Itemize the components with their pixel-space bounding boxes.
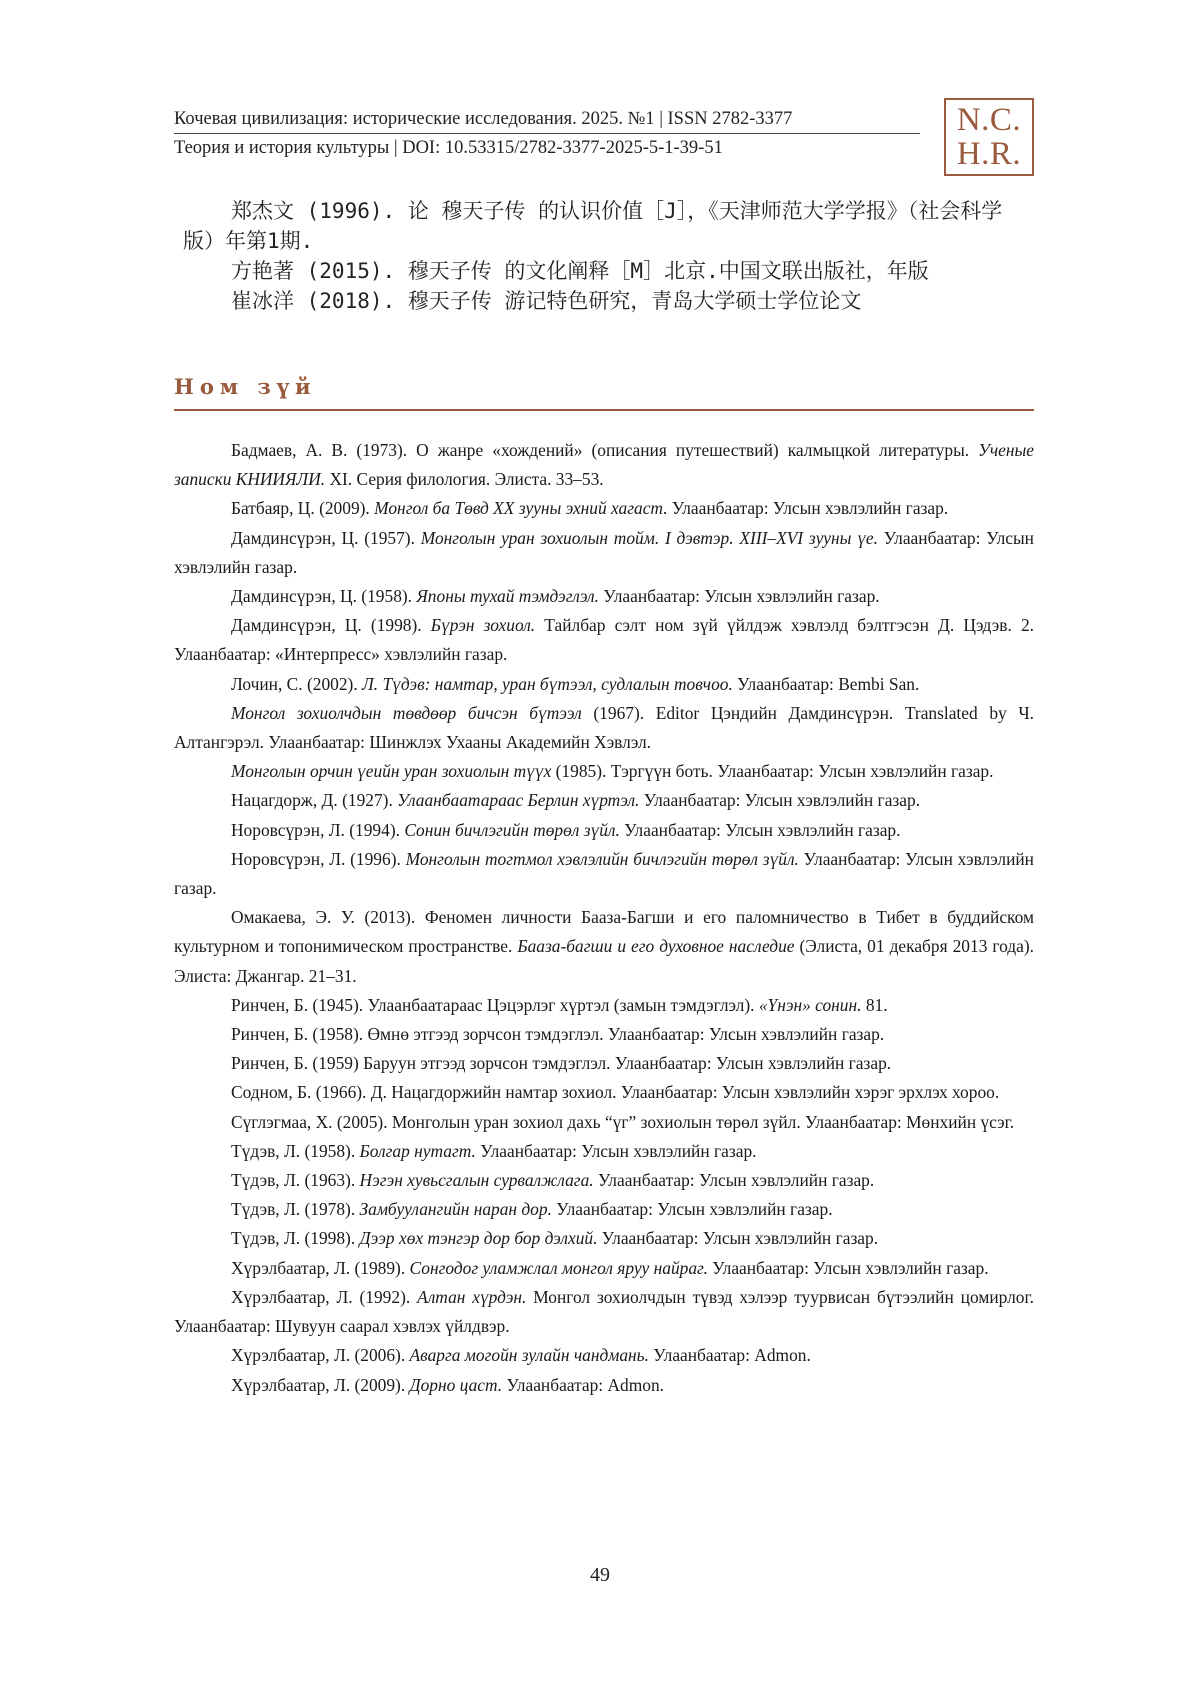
bibliography-entry	[174, 670, 1034, 699]
entry-italic-title: Японы тухай тэмдэглэл.	[416, 586, 599, 607]
entry-italic-title: Сонгодог уламжлал монгол яруу найраг.	[409, 1257, 708, 1278]
bibliography-list	[174, 436, 1034, 1400]
entry-text: Хүрэлбаатар, Л. (1989).	[231, 1257, 410, 1278]
entry-text: Ринчен, Б. (1958). Өмнө этгээд зорчсон тэмдэглэл. Улаанбаатар: Улсын хэвлэлийн газар.	[231, 1024, 885, 1045]
bibliography-entry	[174, 786, 1034, 815]
entry-text: Улаанбаатар: Улсын хэвлэлийн газар.	[551, 1199, 833, 1220]
section-title: Ном зүй	[174, 374, 1034, 411]
entry-text: Лочин, С. (2002).	[231, 673, 363, 694]
entry-text: Түдэв, Л. (1963).	[231, 1170, 360, 1191]
entry-text: Улаанбаатар: Улсын хэвлэлийн газар.	[174, 527, 1034, 577]
entry-italic-title: Замбуулангийн наран дор.	[359, 1199, 552, 1220]
entry-text: Улаанбаатар: Улсын хэвлэлийн газар.	[475, 1140, 757, 1161]
bibliography-entry	[174, 582, 1034, 611]
entry-text: Норовсүрэн, Л. (1996).	[231, 848, 406, 869]
bibliography-entry	[174, 1137, 1034, 1166]
bibliography-entry	[174, 1341, 1034, 1370]
entry-text: Улаанбаатар: Улсын хэвлэлийн газар.	[639, 790, 921, 811]
entry-text: (1967). Editor Цэндийн Дамдинсүрэн. Translated by Ч. Алтангэрэл. Улаанбаатар: Шинжлэх Ухааны Академийн Хэвлэл.	[174, 702, 1034, 753]
entry-italic-title: Монгол ба Төвд ХХ зууны эхний хагаст.	[374, 498, 668, 519]
bibliography-entry	[174, 524, 1034, 582]
doi-line: Теория и история культуры | DOI: 10.53315/2782-3377-2025-5-1-39-51	[174, 138, 723, 158]
entry-text: (Элиста, 01 декабря 2013 года). Элиста: Джангар. 21–31.	[174, 936, 1035, 986]
entry-text: Улаанбаатар: Улсын хэвлэлийн газар.	[599, 586, 880, 607]
bibliography-entry	[174, 1195, 1034, 1224]
entry-text: Улаанбаатар: Admon.	[502, 1374, 664, 1395]
entry-italic-title: Монгол зохиолчдын төвдөөр бичсэн бүтээл	[231, 702, 582, 723]
entry-text: Содном, Б. (1966). Д. Нацагдоржийн намтар зохиол. Улаанбаатар: Улсын хэвлэлийн хэрэг эрхлэх хороо.	[231, 1082, 1000, 1103]
entry-text: Түдэв, Л. (1998).	[231, 1228, 360, 1249]
entry-text: Түдэв, Л. (1958).	[231, 1140, 360, 1161]
entry-text: Улаанбаатар: Улсын хэвлэлийн газар.	[667, 498, 949, 519]
entry-italic-title: «Үнэн» сонин.	[758, 994, 862, 1015]
entry-text: Улаанбаатар: Bembi San.	[732, 673, 920, 694]
logo-bottom-text: H.R.	[956, 136, 1022, 172]
running-header	[174, 106, 920, 161]
entry-text: Монгол зохиолчдын түвэд хэлээр туурвисан бүтээлийн цомирлог. Улаанбаатар: Шувуун саарал хэвлэх үйлдвэр.	[174, 1286, 1034, 1337]
bibliography-entry	[174, 1371, 1034, 1400]
bibliography-entry	[174, 1049, 1034, 1078]
entry-text: Улаанбаатар: Улсын хэвлэлийн газар.	[707, 1257, 989, 1278]
entry-italic-title: Монголын уран зохиолын тойм. I дэвтэр. XIII–XVI зууны үе.	[420, 527, 878, 548]
entry-text: Ринчен, Б. (1945). Улаанбаатараас Цэцэрлэг хүртэл (замын тэмдэглэл).	[231, 994, 759, 1015]
chinese-ref: 崔冰洋 (2018). 穆天子传 游记特色研究，青岛大学硕士学位论文	[231, 289, 862, 313]
bibliography-entry	[174, 1078, 1034, 1107]
entry-text: 81.	[861, 994, 888, 1015]
bibliography-entry	[174, 816, 1034, 845]
entry-text: Бадмаев, А. В. (1973). О жанре «хождений» (описания путешествий) калмыцкой литературы.	[231, 440, 979, 460]
entry-italic-title: Дорно цаст.	[409, 1374, 503, 1395]
entry-italic-title: Сонин бичлэгийн төрөл зүйл.	[404, 819, 620, 840]
entry-italic-title: Дээр хөх тэнгэр дор бор дэлхий.	[359, 1228, 598, 1249]
bibliography-entry	[174, 845, 1034, 903]
entry-text: Ринчен, Б. (1959) Баруун этгээд зорчсон тэмдэглэл. Улаанбаатар: Улсын хэвлэлийн газар.	[231, 1053, 892, 1074]
entry-italic-title: Ученые записки КНИИЯЛИ.	[174, 440, 1034, 490]
entry-text: Тайлбар сэлт ном зүй үйлдэж хэвлэлд бэлтгэсэн Д. Цэдэв. 2. Улаанбаатар: «Интерпресс» хэвлэлийн газар.	[174, 615, 1035, 665]
entry-text: Хүрэлбаатар, Л. (2006).	[231, 1345, 410, 1366]
chinese-references	[183, 196, 1033, 316]
bibliography-entry	[174, 1020, 1034, 1049]
entry-text: Норовсүрэн, Л. (1994).	[231, 819, 405, 840]
entry-italic-title: Монголын тогтмол хэвлэлийн бичлэгийн төрөл зүйл.	[405, 848, 799, 869]
journal-title-line: Кочевая цивилизация: исторические исследования. 2025. №1 | ISSN 2782-3377	[174, 106, 920, 134]
entry-text: Омакаева, Э. У. (2013). Феномен личности Бааза-Багши и его паломничество в Тибет в буддийском культурном и топонимическом пространстве.	[174, 907, 1034, 957]
entry-text: Батбаяр, Ц. (2009).	[231, 498, 375, 519]
entry-text: Дамдинсүрэн, Ц. (1958).	[231, 586, 417, 607]
entry-text: Сүглэгмаа, Х. (2005). Монголын уран зохиол дахь “үг” зохиолын төрөл зүйл. Улаанбаатар: Мөнхийн үсэг.	[231, 1111, 1015, 1132]
bibliography-entry	[174, 1254, 1034, 1283]
bibliography-entry	[174, 436, 1034, 494]
journal-logo	[944, 98, 1034, 176]
entry-italic-title: Болгар нутагт.	[359, 1140, 476, 1161]
bibliography-entry	[174, 1224, 1034, 1253]
entry-italic-title: Монголын орчин үеийн уран зохиолын түүх	[231, 761, 552, 782]
entry-text: Дамдинсүрэн, Ц. (1998).	[231, 615, 431, 636]
bibliography-entry	[174, 991, 1034, 1020]
entry-text: Улаанбаатар: Admon.	[648, 1345, 811, 1366]
entry-text: Нацагдорж, Д. (1927).	[231, 790, 398, 811]
entry-italic-title: Улаанбаатараас Берлин хүртэл.	[397, 790, 640, 811]
entry-italic-title: Бааза-багши и его духовное наследие	[517, 936, 795, 957]
entry-text: Улаанбаатар: Улсын хэвлэлийн газар.	[619, 819, 901, 840]
bibliography-entry	[174, 1166, 1034, 1195]
entry-text: Дамдинсүрэн, Ц. (1957).	[231, 527, 421, 548]
entry-text: Улаанбаатар: Улсын хэвлэлийн газар.	[174, 848, 1034, 899]
bibliography-entry	[174, 1283, 1034, 1341]
entry-italic-title: Алтан хүрдэн.	[417, 1286, 527, 1307]
entry-italic-title: Л. Түдэв: намтар, уран бүтээл, судлалын товчоо.	[362, 673, 733, 694]
entry-italic-title: Аварга могойн зулайн чандмань.	[409, 1345, 649, 1366]
logo-top-text: N.C.	[956, 102, 1022, 138]
bibliography-entry	[174, 1108, 1034, 1137]
entry-italic-title: Бүрэн зохиол.	[430, 615, 536, 636]
entry-text: (1985). Тэргүүн боть. Улаанбаатар: Улсын хэвлэлийн газар.	[551, 761, 994, 782]
page-number: 49	[590, 1564, 610, 1586]
entry-italic-title: Нэгэн хувьсгалын сурвалжлага.	[359, 1170, 594, 1191]
entry-text: Түдэв, Л. (1978).	[231, 1199, 360, 1220]
entry-text: XI. Серия филология. Элиста. 33–53.	[325, 469, 604, 490]
entry-text: Улаанбаатар: Улсын хэвлэлийн газар.	[593, 1170, 875, 1191]
bibliography-entry	[174, 611, 1034, 669]
chinese-ref: 郑杰文 (1996). 论 穆天子传 的认识价值［J］，《天津师范大学学报》（社会科学版）年第1期.	[183, 199, 1003, 253]
bibliography-entry	[174, 757, 1034, 786]
chinese-ref: 方艳著 (2015). 穆天子传 的文化阐释［M］北京.中国文联出版社，年版	[231, 259, 929, 283]
entry-text: Хүрэлбаатар, Л. (2009).	[231, 1374, 410, 1395]
bibliography-entry	[174, 903, 1034, 991]
bibliography-entry	[174, 494, 1034, 523]
entry-text: Хүрэлбаатар, Л. (1992).	[231, 1286, 418, 1307]
bibliography-entry	[174, 699, 1034, 757]
entry-text: Улаанбаатар: Улсын хэвлэлийн газар.	[597, 1228, 879, 1249]
